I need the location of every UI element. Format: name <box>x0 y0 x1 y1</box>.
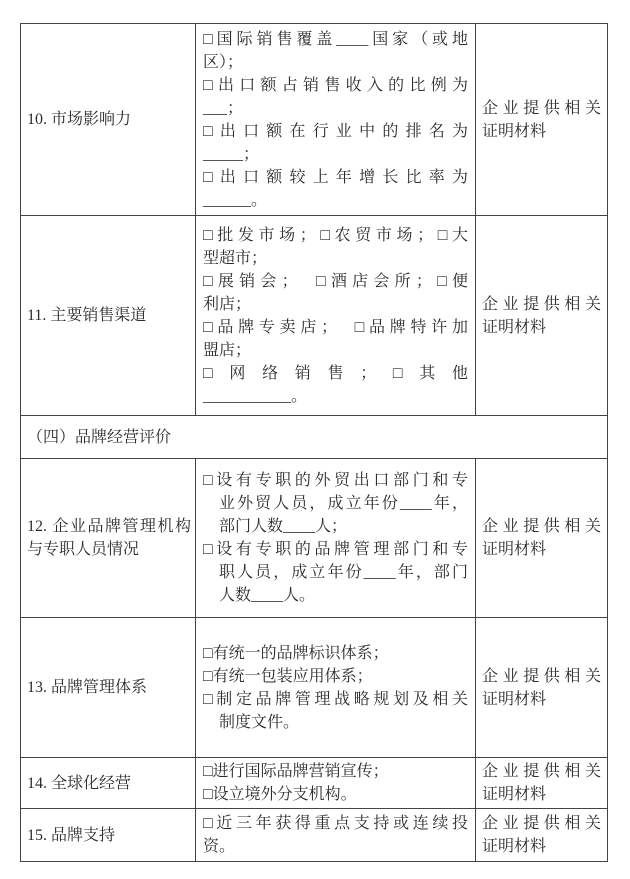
row-label: 13. 品牌管理体系 <box>27 679 148 696</box>
row-label-cell <box>21 216 196 416</box>
checkbox-line: □设有专职的外贸出口部门和专 <box>203 472 468 489</box>
evidence-line: 企业提供相关 <box>482 667 601 685</box>
checkbox-line: □有统一包装应用体系； <box>203 667 373 685</box>
row-criteria-cell <box>196 809 476 862</box>
table-row-13 <box>21 618 608 758</box>
brand-evaluation-table <box>20 23 608 862</box>
row-label: 10. 市场影响力 <box>27 111 132 128</box>
checkbox-line: □有统一的品牌标识体系； <box>203 644 389 662</box>
row-criteria-cell <box>196 459 476 618</box>
checkbox-line: □出口额占销售收入的比例为 <box>203 76 468 94</box>
row-evidence-cell <box>476 459 608 618</box>
checkbox-line: 制度文件。 <box>219 713 300 731</box>
checkbox-line: 盟店； <box>203 341 252 359</box>
table-row-14 <box>21 758 608 809</box>
checkbox-line: □批发市场；□农贸市场；□大 <box>203 226 468 244</box>
row-label-cell <box>21 758 196 809</box>
row-evidence-cell <box>476 618 608 758</box>
table-row-11 <box>21 216 608 416</box>
checkbox-line: _____； <box>203 145 260 163</box>
row-label-cell <box>21 24 196 216</box>
checkbox-line: □设有专职的品牌管理部门和专 <box>203 541 468 558</box>
evidence-line: 企业提供相关 <box>482 815 601 832</box>
row-label: 12. 企业品牌管理机构与专职人员情况 <box>27 518 191 558</box>
checkbox-line: □近三年获得重点支持或连续投 <box>203 815 468 832</box>
evidence-line: 证明材料 <box>482 690 547 708</box>
row-label-cell <box>21 459 196 618</box>
checkbox-line: □设立境外分支机构。 <box>203 786 357 803</box>
checkbox-line: □进行国际品牌营销宣传； <box>203 763 389 780</box>
checkbox-line: 人数____人。 <box>219 587 316 604</box>
evidence-line: 企业提供相关 <box>482 295 601 313</box>
row-criteria-cell <box>196 618 476 758</box>
section-header-row <box>21 416 608 459</box>
checkbox-line: □出口额在行业中的排名为 <box>203 122 468 140</box>
checkbox-line: 职人员，成立年份____年，部门 <box>219 564 468 581</box>
checkbox-line: 型超市； <box>203 249 268 267</box>
evidence-line: 证明材料 <box>482 786 547 803</box>
table-row-15 <box>21 809 608 862</box>
row-evidence-cell <box>476 24 608 216</box>
row-criteria-cell <box>196 216 476 416</box>
row-label-cell <box>21 809 196 862</box>
checkbox-line: 区）； <box>203 53 244 71</box>
checkbox-line: □国际销售覆盖____国家（或地 <box>203 30 468 48</box>
section-header-title: （四）品牌经营评价 <box>27 428 172 446</box>
row-label: 15. 品牌支持 <box>27 826 116 844</box>
checkbox-line: □制定品牌管理战略规划及相关 <box>203 690 468 708</box>
checkbox-line: 利店； <box>203 295 252 313</box>
checkbox-line: ______。 <box>203 191 268 209</box>
checkbox-line: □品牌专卖店； □品牌特许加 <box>203 318 468 336</box>
row-label: 14. 全球化经营 <box>27 774 132 792</box>
evidence-line: 证明材料 <box>482 541 547 558</box>
evidence-line: 企业提供相关 <box>482 518 601 535</box>
checkbox-line: 资。 <box>203 838 236 855</box>
section-header-cell <box>21 416 608 459</box>
checkbox-line: □展销会； □酒店会所；□便 <box>203 272 468 290</box>
table-row-12 <box>21 459 608 618</box>
evidence-line: 证明材料 <box>482 838 547 855</box>
evidence-line: 证明材料 <box>482 122 547 140</box>
checkbox-line: 业外贸人员，成立年份____年， <box>219 495 468 512</box>
checkbox-line: ___； <box>203 99 244 117</box>
row-label-cell <box>21 618 196 758</box>
checkbox-line: □出口额较上年增长比率为 <box>203 168 468 186</box>
table-row-10 <box>21 24 608 216</box>
row-label: 11. 主要销售渠道 <box>27 307 147 324</box>
row-evidence-cell <box>476 758 608 809</box>
checkbox-line: ___________。 <box>203 387 308 405</box>
evidence-line: 证明材料 <box>482 318 547 336</box>
checkbox-line: □网络销售；□其他 <box>203 364 468 382</box>
row-evidence-cell <box>476 809 608 862</box>
checkbox-line: 部门人数____人； <box>219 518 348 535</box>
evidence-line: 企业提供相关 <box>482 99 601 117</box>
row-evidence-cell <box>476 216 608 416</box>
row-criteria-cell <box>196 758 476 809</box>
row-criteria-cell <box>196 24 476 216</box>
evidence-line: 企业提供相关 <box>482 763 601 780</box>
